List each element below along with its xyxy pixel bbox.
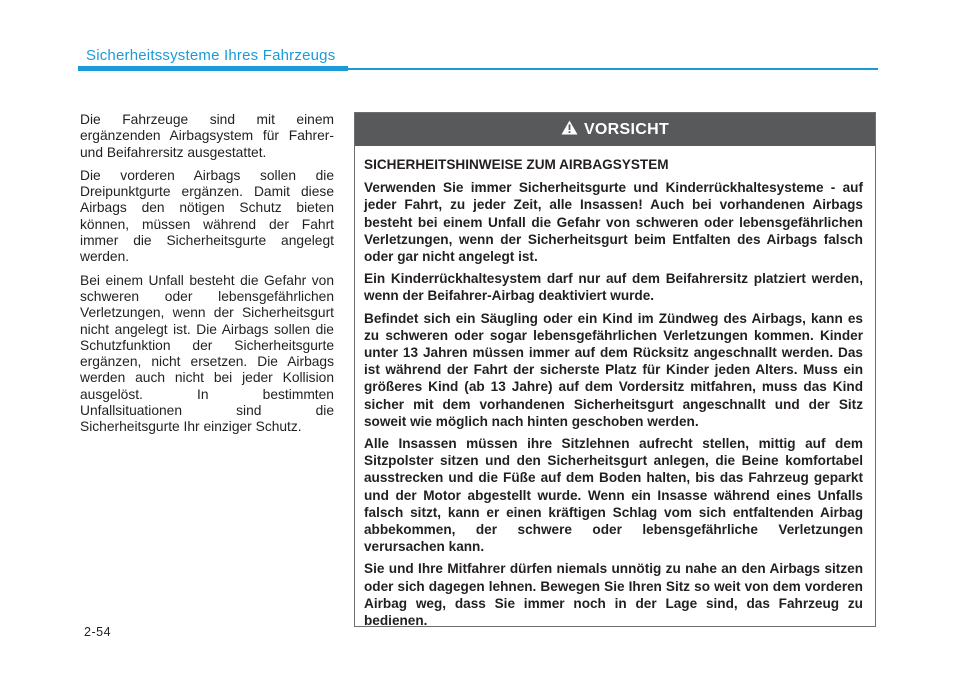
body-paragraph: Bei einem Unfall besteht die Gefahr von schweren oder lebensgefährlichen Verletzungen, wenn der Sicherheitsgurt nicht angelegt ist. Die Airbags sollen die Schutzfunktion der Sicherheitsgurte ergänzen, nicht ersetzen. Die Airbags werden auch nicht bei jeder Kollision ausgelöst. In bestimmten Unfallsituationen sind die Sicherheitsgurte Ihr einziger Schutz. (80, 272, 334, 435)
section-title: Sicherheitssysteme Ihres Fahrzeugs (86, 47, 336, 64)
section-title-bar (78, 66, 348, 71)
caution-body (355, 146, 875, 629)
body-text-column (80, 112, 334, 443)
caution-header (355, 113, 875, 146)
caution-paragraph: Alle Insassen müssen ihre Sitzlehnen aufrecht stellen, mittig auf dem Sitzpolster sitzen und den Sicherheitsgurt anlegen, die Beine komfortabel ausstrecken und die Füße auf dem Boden halten, bis das Fahrzeug geparkt und der Motor abgestellt wurde. Wenn ein Insasse während eines Unfalls falsch sitzt, kann er einen kräftigen Schlag vom sich entfaltenden Airbag abbekommen, der schwere oder lebensgefährliche Verletzungen verursachen kann. (364, 436, 863, 555)
body-paragraph: Die Fahrzeuge sind mit einem ergänzenden Airbagsystem für Fahrer- und Beifahrersitz ausgestattet. (80, 112, 334, 160)
page-number: 2-54 (84, 625, 112, 639)
body-paragraph: Die vorderen Airbags sollen die Dreipunktgurte ergänzen. Damit diese Airbags den nötigen Schutz bieten können, müssen während der Fahrt immer die Sicherheitsgurte angelegt werden. (80, 167, 334, 265)
caution-heading: VORSICHT (583, 120, 670, 138)
caution-title: SICHERHEITSHINWEISE ZUM AIRBAGSYSTEM (364, 157, 669, 172)
caution-box (354, 112, 876, 627)
caution-paragraph: Ein Kinderrückhaltesystem darf nur auf dem Beifahrersitz platziert werden, wenn der Beifahrer-Airbag deaktiviert wurde. (364, 271, 863, 304)
caution-paragraph: Sie und Ihre Mitfahrer dürfen niemals unnötig zu nahe an den Airbags sitzen oder sich dagegen lehnen. Bewegen Sie Ihren Sitz so weit von dem vorderen Airbag weg, dass Sie immer noch in der Lage sind, das Fahrzeug zu bedienen. (364, 561, 863, 629)
caution-paragraph: Befindet sich ein Säugling oder ein Kind im Zündweg des Airbags, kann es zu schweren oder sogar lebensgefährlichen Verletzungen kommen. Kinder unter 13 Jahren müssen immer auf dem Rücksitz angeschnallt werden. Das ist während der Fahrt der sicherste Platz für Kinder jeden Alters. Muss ein größeres Kind (ab 13 Jahre) auf dem Vordersitz mitfahren, muss das Kind sicher mit dem vorhandenen Sicherheitsgurt angeschnallt und der Sitz soweit wie möglich nach hinten geschoben werden. (364, 310, 863, 429)
header-rule (348, 68, 878, 70)
warning-triangle-icon (561, 120, 578, 140)
caution-paragraph: Verwenden Sie immer Sicherheitsgurte und Kinderrückhaltesysteme - auf jeder Fahrt, zu jeder Zeit, alle Insassen! Auch bei vorhandenen Airbags besteht bei einem Unfall die Gefahr von schweren oder lebensgefährlichen Verletzungen, wenn der Sicherheitsgurt beim Entfalten des Airbags falsch oder gar nicht angelegt ist. (364, 180, 863, 265)
